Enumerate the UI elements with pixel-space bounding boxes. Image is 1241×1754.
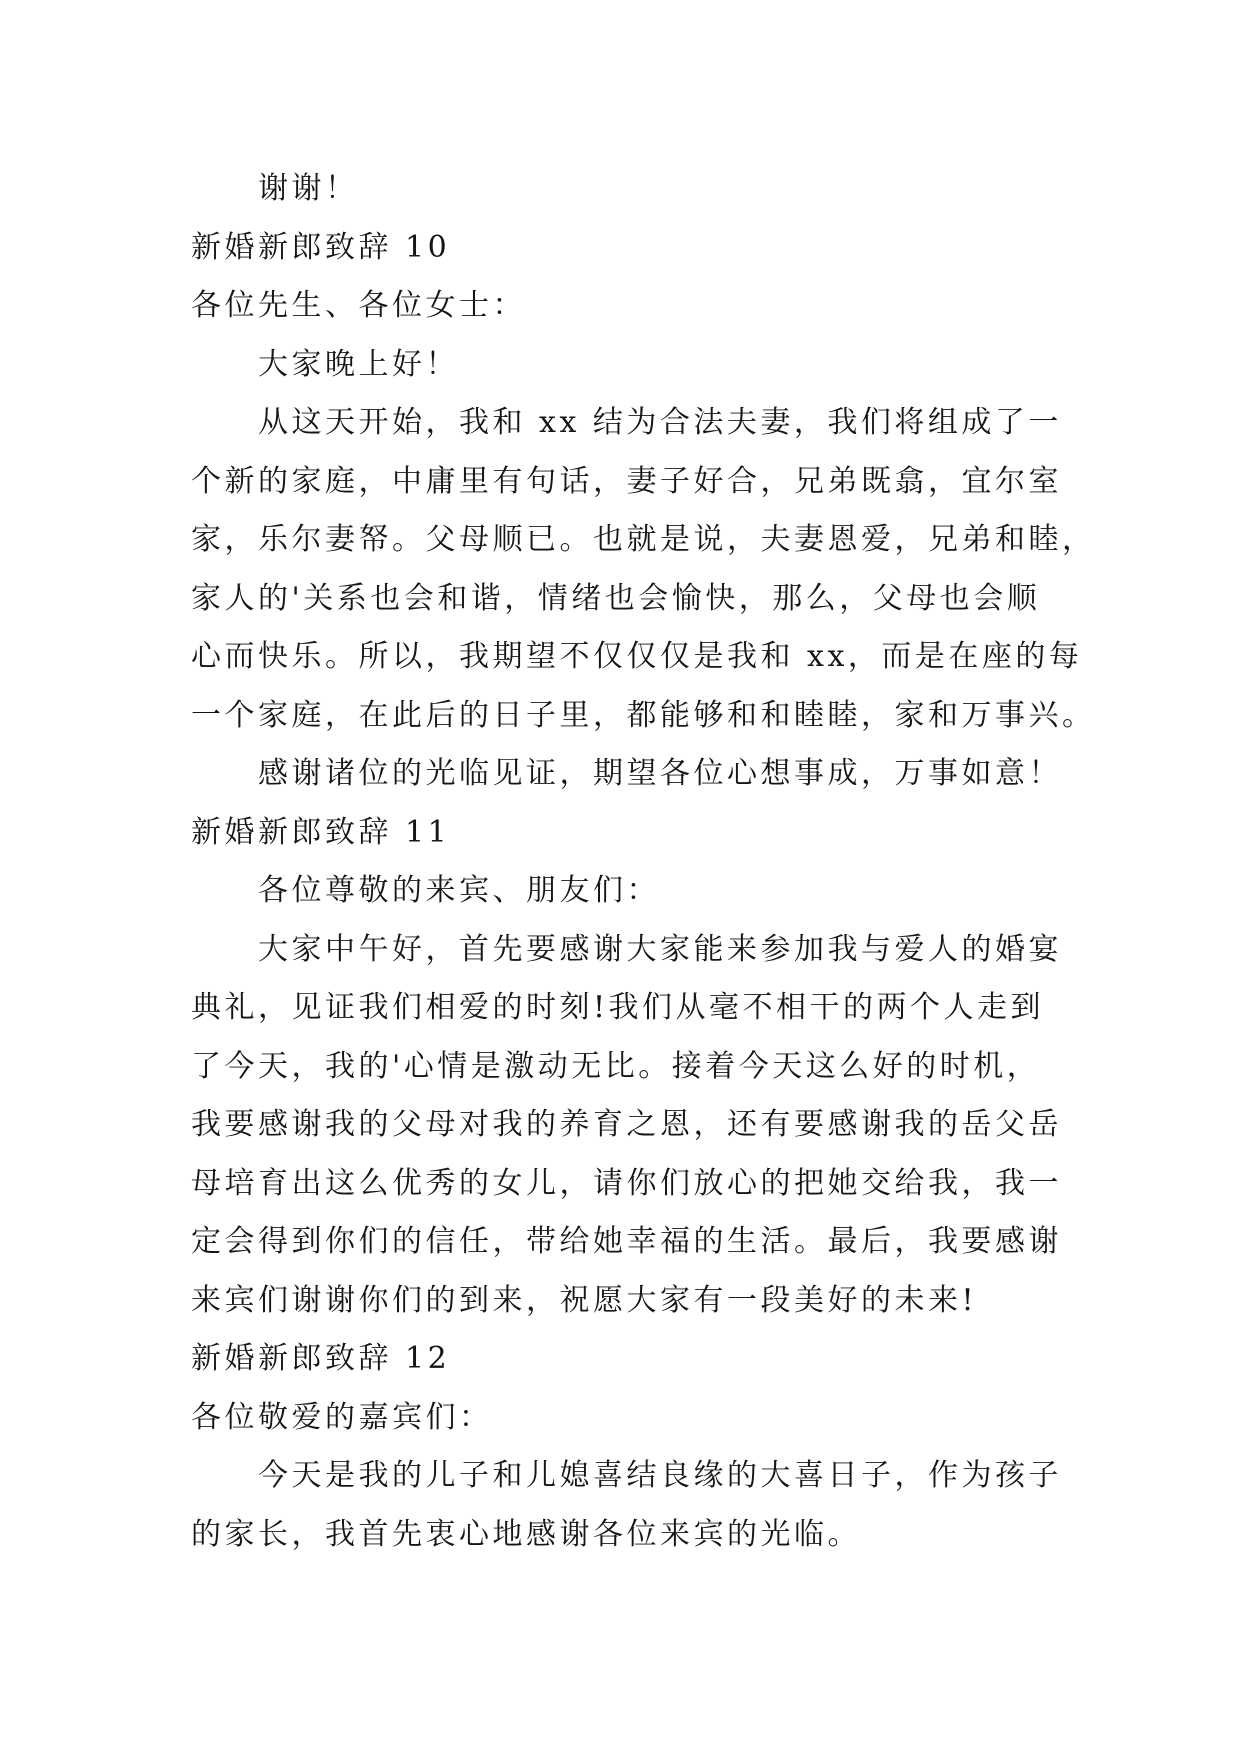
- closing-text: 谢谢！: [258, 171, 359, 206]
- paragraph-line: 母培育出这么优秀的女儿，请你们放心的把她交给我，我一: [191, 1165, 1062, 1201]
- speech-title: 新婚新郎致辞 10: [191, 229, 451, 265]
- speech-title: 新婚新郎致辞 11: [191, 814, 451, 850]
- salutation: 各位先生、各位女士：: [191, 288, 526, 323]
- paragraph-line: 定会得到你们的信任，带给她幸福的生活。最后，我要感谢: [191, 1224, 1062, 1259]
- paragraph-line: 来宾们谢谢你们的到来，祝愿大家有一段美好的未来!: [191, 1282, 978, 1318]
- paragraph-line: 典礼，见证我们相爱的时刻!我们从毫不相干的两个人走到: [191, 990, 1045, 1025]
- paragraph-line: 家，乐尔妻帑。父母顺已。也就是说，夫妻恩爱，兄弟和睦，: [191, 522, 1096, 557]
- paragraph-line: 今天是我的儿子和儿媳喜结良缘的大喜日子，作为孩子: [258, 1458, 1062, 1493]
- paragraph-line: 个新的家庭，中庸里有句话，妻子好合，兄弟既翕，宜尔室: [191, 463, 1062, 499]
- salutation: 各位尊敬的来宾、朋友们：: [258, 873, 660, 908]
- paragraph-line: 感谢诸位的光临见证，期望各位心想事成，万事如意！: [258, 756, 1062, 791]
- speech-title: 新婚新郎致辞 12: [191, 1341, 451, 1376]
- paragraph-line: 家人的'关系也会和谐，情绪也会愉快，那么，父母也会顺: [191, 580, 1041, 616]
- paragraph-line: 心而快乐。所以，我期望不仅仅仅是我和 xx，而是在座的每: [191, 639, 1083, 674]
- paragraph-line: 了今天，我的'心情是激动无比。接着今天这么好的时机，: [191, 1048, 1041, 1084]
- salutation: 各位敬爱的嘉宾们：: [191, 1399, 493, 1435]
- paragraph-line: 一个家庭，在此后的日子里，都能够和和睦睦，家和万事兴。: [191, 697, 1096, 733]
- paragraph-line: 的家长，我首先衷心地感谢各位来宾的光临。: [191, 1516, 861, 1552]
- paragraph-line: 从这天开始，我和 xx 结为合法夫妻，我们将组成了一: [258, 405, 1062, 440]
- paragraph-line: 我要感谢我的父母对我的养育之恩，还有要感谢我的岳父岳: [191, 1107, 1062, 1142]
- paragraph-line: 大家中午好，首先要感谢大家能来参加我与爱人的婚宴: [258, 931, 1062, 967]
- paragraph-line: 大家晚上好！: [258, 346, 459, 382]
